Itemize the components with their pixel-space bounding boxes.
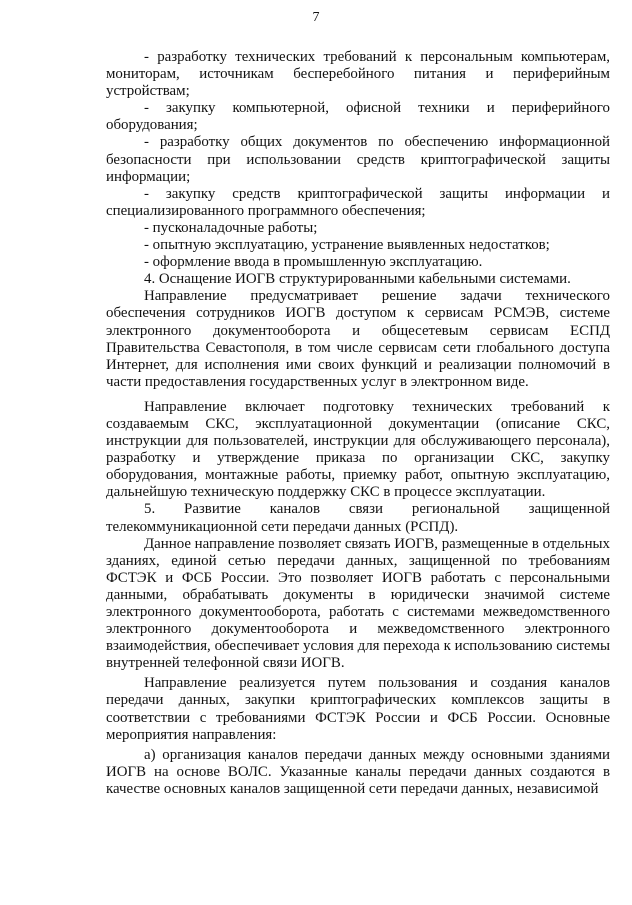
- paragraph-rspd-item-a: а) организация каналов передачи данных между основными зданиями ИОГВ на основе ВОЛС. Указанные каналы передачи данных создаются в качестве основных каналов защищенной сети передачи данных, независимой: [106, 746, 610, 797]
- list-item-crypto-purchase: - закупку средств криптографической защиты информации и специализированного программного обеспечения;: [106, 185, 610, 219]
- section-heading-scs: 4. Оснащение ИОГВ структурированными кабельными системами.: [144, 271, 571, 288]
- page-number: 7: [312, 10, 320, 25]
- list-item-trial-operation: - опытную эксплуатацию, устранение выявленных недостатков;: [144, 237, 550, 254]
- list-item-production-launch: - оформление ввода в промышленную эксплуатацию.: [144, 254, 483, 271]
- paragraph-scs-purpose: Направление предусматривает решение задачи технического обеспечения сотрудников ИОГВ доступом к сервисам РСМЭВ, системе электронного документооборота и общесетевым сервисам ЕСПД Правительства Севастополя, в том числе сервисам сети глобального доступа Интернет, для исполнения ими своих функций и реализации полномочий в части предоставления государственных услуг в электронном виде.: [106, 288, 610, 390]
- paragraph-rspd-implementation: Направление реализуется путем пользования и создания каналов передачи данных, закупки криптографических комплексов защиты в соответствии с требованиями ФСТЭК России и ФСБ России. Основные мероприятия направления:: [106, 675, 610, 743]
- paragraph-rspd-purpose: Данное направление позволяет связать ИОГВ, размещенные в отдельных зданиях, единой сетью передачи данных, защищенной по требованиям ФСТЭК и ФСБ России. Это позволяет ИОГВ работать с персональными данными, обрабатывать документы в юридически значимой системе электронного документооборота, работать с системами межведомственного электронного документооборота и межведомственного электронного взаимодействия, обеспечивает условия для перехода к использованию системы внутренней телефонной связи ИОГВ.: [106, 535, 610, 672]
- section-heading-rspd: 5. Развитие каналов связи региональной защищенной телекоммуникационной сети передачи данных (РСПД).: [106, 501, 610, 535]
- list-item-commissioning: - пусконаладочные работы;: [144, 219, 318, 236]
- document-body: [106, 49, 610, 798]
- list-item-requirements: - разработку технических требований к персональным компьютерам, мониторам, источникам бесперебойного питания и периферийным устройствам;: [106, 49, 610, 100]
- list-item-equipment-purchase: - закупку компьютерной, офисной техники и периферийного оборудования;: [106, 100, 610, 134]
- paragraph-scs-includes: Направление включает подготовку технических требований к создаваемым СКС, эксплуатационной документации (описание СКС, инструкции для пользователей, инструкции для обслуживающего персонала), разработку и утверждение приказа по организации СКС, закупку оборудования, монтажные работы, приемку работ, опытную эксплуатацию, дальнейшую техническую поддержку СКС в процессе эксплуатации.: [106, 398, 610, 501]
- list-item-security-documents: - разработку общих документов по обеспечению информационной безопасности при использовании средств криптографической защиты информации;: [106, 134, 610, 185]
